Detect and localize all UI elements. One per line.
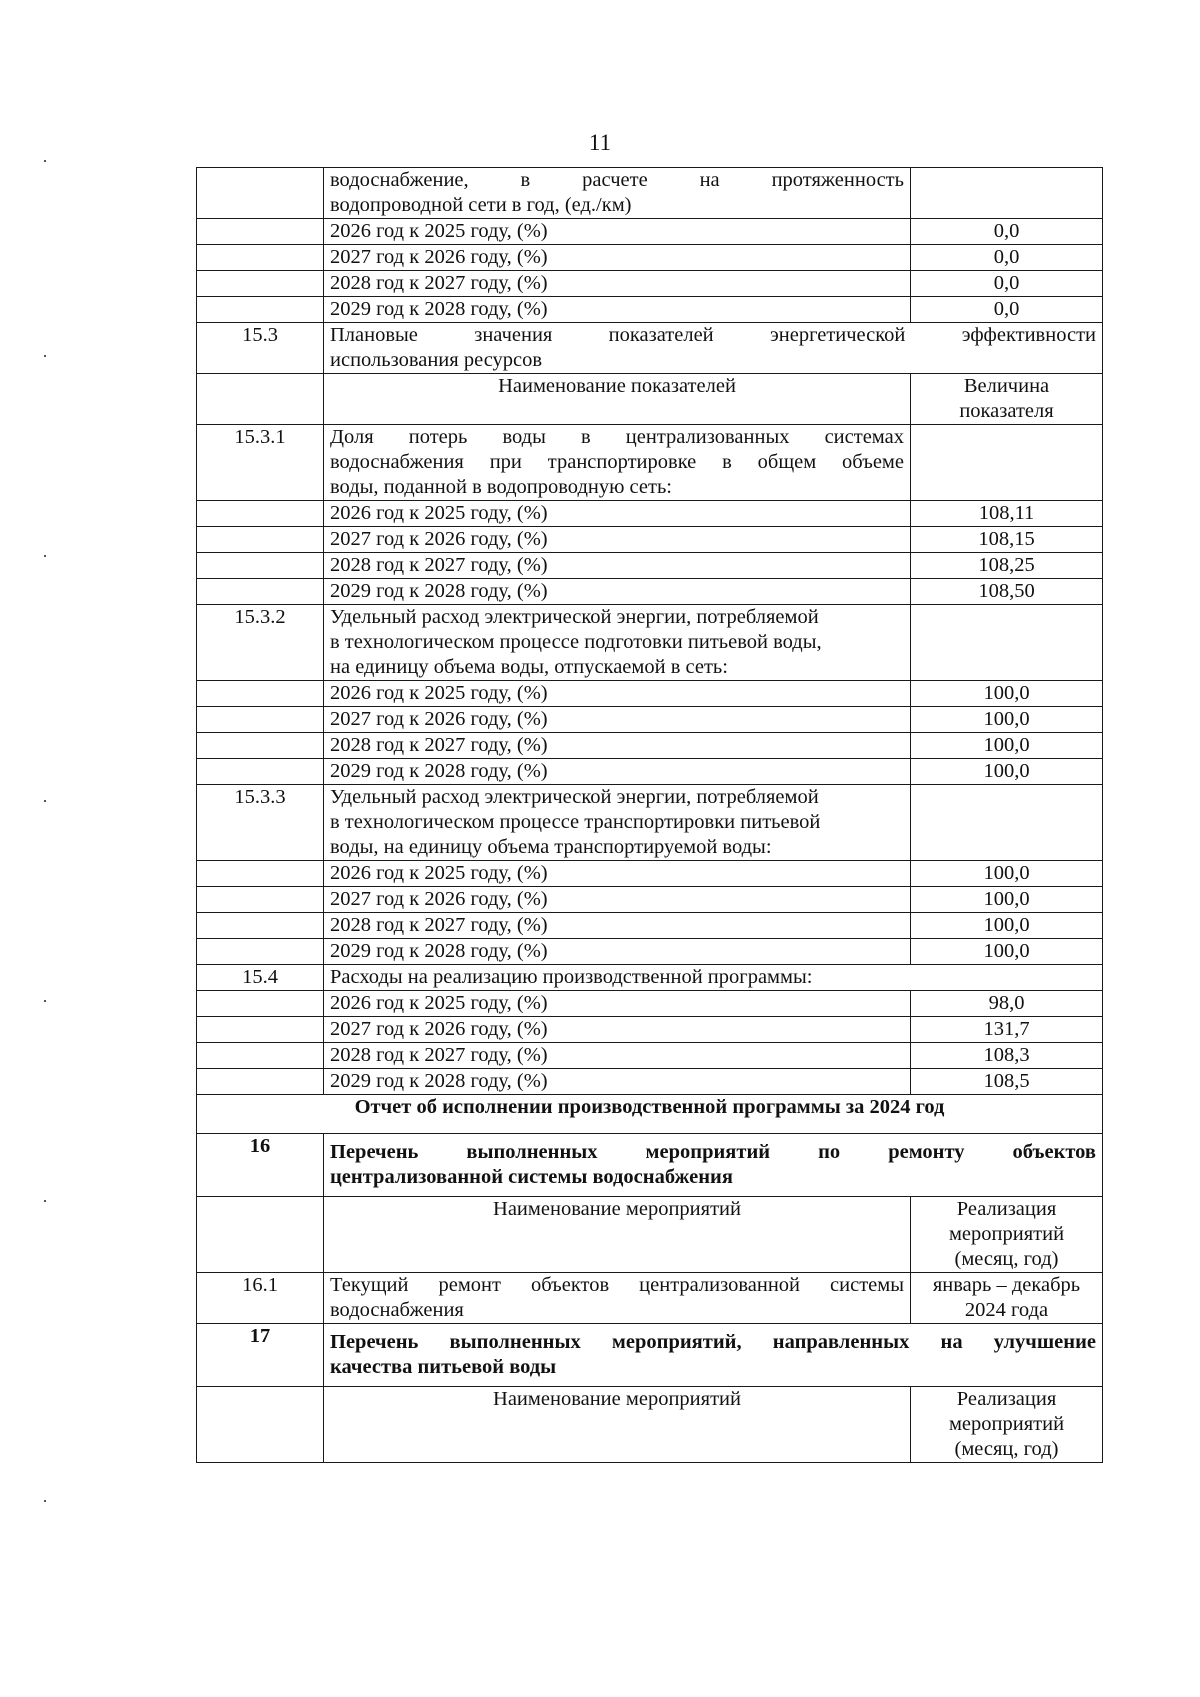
text-line: Удельный расход электрической энергии, потребляемой [330, 606, 819, 628]
section-title [324, 1324, 1103, 1387]
margin-mark [44, 1500, 46, 1502]
table-row [197, 861, 1103, 887]
activity-name-cell [324, 1273, 911, 1324]
text-line: Плановые значения показателей энергетической эффективности [330, 324, 1096, 346]
section-number: 16 [197, 1134, 324, 1197]
table-row [197, 733, 1103, 759]
table-row [197, 501, 1103, 527]
period-value: 100,0 [911, 733, 1103, 759]
table-row [197, 991, 1103, 1017]
section-number: 15.4 [197, 965, 324, 991]
section-number: 15.3.1 [197, 425, 324, 501]
period-value: 0,0 [911, 219, 1103, 245]
period-value: 100,0 [911, 913, 1103, 939]
text-line: централизованной системы водоснабжения [330, 1166, 733, 1188]
section-row-15-3 [197, 323, 1103, 374]
period-value: 131,7 [911, 1017, 1103, 1043]
table-row [197, 271, 1103, 297]
period-label: 2029 год к 2028 году, (%) [324, 1069, 911, 1095]
column-header-name: Наименование показателей [324, 374, 911, 425]
period-value: 100,0 [911, 861, 1103, 887]
row-number-cell [197, 168, 324, 219]
period-label: 2029 год к 2028 году, (%) [324, 759, 911, 785]
text-line: Перечень выполненных мероприятий, направленных на улучшение [330, 1331, 1096, 1353]
section-title [324, 1134, 1103, 1197]
margin-mark [44, 160, 46, 162]
section-row-15-3-3 [197, 785, 1103, 861]
period-label: 2027 год к 2026 году, (%) [324, 245, 911, 271]
period-value: 100,0 [911, 887, 1103, 913]
period-label: 2028 год к 2027 году, (%) [324, 733, 911, 759]
indicator-name-cell [324, 605, 911, 681]
section-row-15-3-2 [197, 605, 1103, 681]
text-line: качества питьевой воды [330, 1356, 557, 1378]
indicator-name-cell [324, 168, 911, 219]
margin-mark [44, 1000, 46, 1002]
text-line: в технологическом процессе подготовки питьевой воды, [330, 631, 822, 653]
section-title: Расходы на реализацию производственной программы: [324, 965, 1103, 991]
period-label: 2026 год к 2025 году, (%) [324, 681, 911, 707]
section-number: 16.1 [197, 1273, 324, 1324]
table-row [197, 527, 1103, 553]
table-row [197, 1043, 1103, 1069]
indicator-name-cell [324, 425, 911, 501]
text-line: водоснабжения при транспортировке в общем объеме [330, 451, 904, 473]
section-row-16 [197, 1134, 1103, 1197]
margin-mark [44, 800, 46, 802]
table-row [197, 245, 1103, 271]
activity-period-cell [911, 1273, 1103, 1324]
text-line: мероприятий [948, 1223, 1065, 1245]
text-line: (месяц, год) [954, 1438, 1059, 1460]
margin-mark [44, 1200, 46, 1202]
period-value: 0,0 [911, 245, 1103, 271]
period-label: 2026 год к 2025 году, (%) [324, 991, 911, 1017]
period-label: 2027 год к 2026 году, (%) [324, 1017, 911, 1043]
page-number: 11 [588, 130, 612, 155]
table-row [197, 553, 1103, 579]
period-value: 108,11 [911, 501, 1103, 527]
text-line: использования ресурсов [330, 349, 543, 371]
column-header-row [197, 374, 1103, 425]
period-value: 108,50 [911, 579, 1103, 605]
column-header-value [911, 1387, 1103, 1463]
period-value: 0,0 [911, 297, 1103, 323]
indicators-table [196, 167, 1103, 1463]
period-value: 0,0 [911, 271, 1103, 297]
table-row [197, 939, 1103, 965]
table-row [197, 707, 1103, 733]
period-value: 108,5 [911, 1069, 1103, 1095]
text-line: Реализация [956, 1198, 1057, 1220]
period-label: 2028 год к 2027 году, (%) [324, 1043, 911, 1069]
column-header-row [197, 1197, 1103, 1273]
text-line: Доля потерь воды в централизованных системах [330, 426, 904, 448]
column-header-name: Наименование мероприятий [324, 1197, 911, 1273]
period-label: 2029 год к 2028 году, (%) [324, 939, 911, 965]
section-number: 15.3 [197, 323, 324, 374]
period-label: 2029 год к 2028 году, (%) [324, 297, 911, 323]
table-row [197, 297, 1103, 323]
period-value: 108,25 [911, 553, 1103, 579]
table-row [197, 681, 1103, 707]
table-row [197, 913, 1103, 939]
period-value: 100,0 [911, 939, 1103, 965]
value-cell [911, 168, 1103, 219]
margin-mark [44, 355, 46, 357]
text-line: водоснабжения [330, 1299, 464, 1321]
period-label: 2028 год к 2027 году, (%) [324, 913, 911, 939]
text-line: водоснабжение, в расчете на протяженность [330, 169, 904, 191]
section-number: 17 [197, 1324, 324, 1387]
period-label: 2026 год к 2025 году, (%) [324, 501, 911, 527]
text-line: воды, поданной в водопроводную сеть: [330, 476, 672, 498]
section-row-17 [197, 1324, 1103, 1387]
period-label: 2026 год к 2025 году, (%) [324, 219, 911, 245]
table-row [197, 219, 1103, 245]
period-value: 108,15 [911, 527, 1103, 553]
margin-mark [44, 555, 46, 557]
period-value: 100,0 [911, 681, 1103, 707]
column-header-value: Величина показателя [911, 374, 1103, 425]
text-line: Реализация [956, 1388, 1057, 1410]
period-label: 2028 год к 2027 году, (%) [324, 553, 911, 579]
text-line: Перечень выполненных мероприятий по ремонту объектов [330, 1141, 1096, 1163]
period-label: 2026 год к 2025 году, (%) [324, 861, 911, 887]
text-line: январь – декабрь [932, 1274, 1081, 1296]
section-number: 15.3.2 [197, 605, 324, 681]
period-label: 2028 год к 2027 году, (%) [324, 271, 911, 297]
text-line: в технологическом процессе транспортировки питьевой [330, 811, 821, 833]
period-value: 100,0 [911, 707, 1103, 733]
section-row-15-3-1 [197, 425, 1103, 501]
report-heading-row [197, 1095, 1103, 1134]
table-row [197, 887, 1103, 913]
section-row-16-1 [197, 1273, 1103, 1324]
table-row [197, 1069, 1103, 1095]
period-label: 2027 год к 2026 году, (%) [324, 887, 911, 913]
text-line: мероприятий [948, 1413, 1065, 1435]
period-value: 108,3 [911, 1043, 1103, 1069]
text-line: воды, на единицу объема транспортируемой воды: [330, 836, 772, 858]
period-label: 2027 год к 2026 году, (%) [324, 527, 911, 553]
column-header-row [197, 1387, 1103, 1463]
text-line: Текущий ремонт объектов централизованной системы [330, 1274, 904, 1296]
text-line: Удельный расход электрической энергии, потребляемой [330, 786, 819, 808]
section-row-15-4 [197, 965, 1103, 991]
section-title [324, 323, 1103, 374]
table-row [197, 579, 1103, 605]
report-heading: Отчет об исполнении производственной программы за 2024 год [197, 1095, 1103, 1134]
text-line: водопроводной сети в год, (ед./км) [330, 194, 632, 216]
table-row [197, 1017, 1103, 1043]
period-value: 100,0 [911, 759, 1103, 785]
period-label: 2027 год к 2026 году, (%) [324, 707, 911, 733]
column-header-name: Наименование мероприятий [324, 1387, 911, 1463]
period-value: 98,0 [911, 991, 1103, 1017]
indicator-name-cell [324, 785, 911, 861]
period-label: 2029 год к 2028 году, (%) [324, 579, 911, 605]
text-line: (месяц, год) [954, 1248, 1059, 1270]
text-line: на единицу объема воды, отпускаемой в сеть: [330, 656, 728, 678]
section-number: 15.3.3 [197, 785, 324, 861]
table-row [197, 759, 1103, 785]
table-row [197, 168, 1103, 219]
text-line: 2024 года [964, 1299, 1049, 1321]
column-header-value [911, 1197, 1103, 1273]
